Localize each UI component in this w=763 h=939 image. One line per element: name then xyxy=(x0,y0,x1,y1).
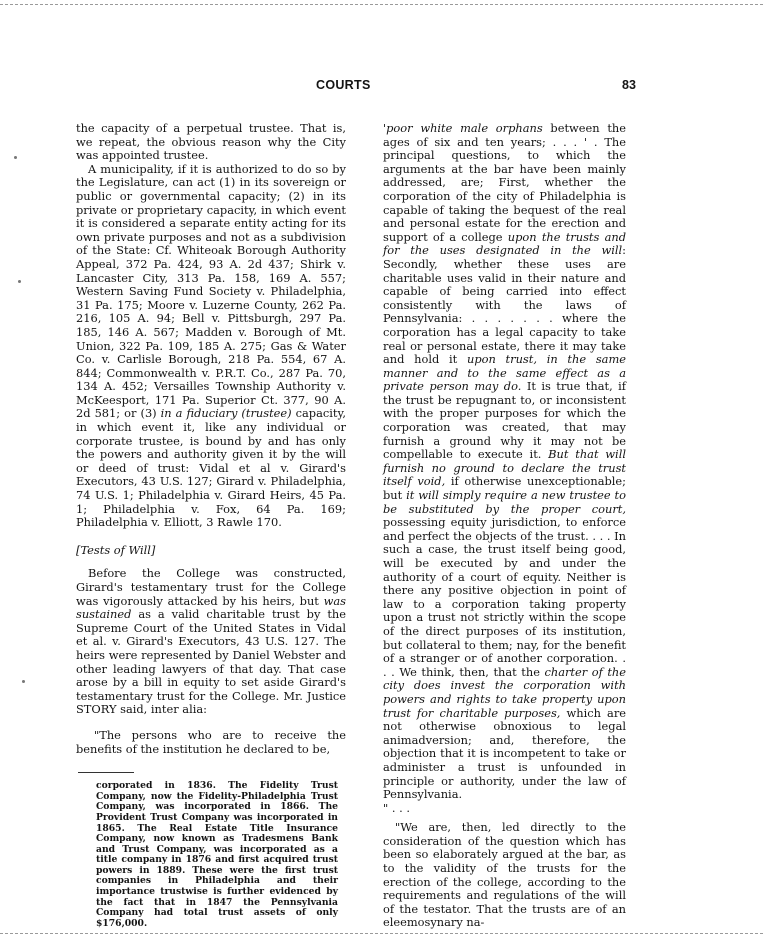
italic-phrase: it will simply require a new trustee to be substituted by the proper court, xyxy=(383,488,626,516)
quote-continuation xyxy=(383,122,626,802)
paragraph-text: between the ages of six and ten years; . . . ' . The principal questions, to which the arguments at the bar have been mainly addressed, are; First, whether the corporation of the city of Philadelphia is capable of taking the bequest of the real and personal estate for the erection and support of a college xyxy=(383,121,626,244)
paragraph-text: possessing equity jurisdiction, to enforce and perfect the objects of the trust. . . . In such a case, the trust itself being good, will be executed by and under the authority of a court of equity. Neither is there any positive objection in point of law to a corporation taking property upon a trust not strictly within the scope of the direct purposes of its institution, but collateral to them; nay, for the benefit of a stranger or of another corporation. . . . We think, then, that the xyxy=(383,515,626,679)
italic-phrase: upon the trusts and for the uses designated in the will xyxy=(383,229,626,258)
paragraph-text: A municipality, if it is authorized to do so by the Legislature, can act (1) in its sovereign or public or governmental capacity; (2) in its private or proprietary capacity, in which event it is considered a separate entity acting for its own private purposes and not as a subdivision of the State: Cf. Whiteoak Borough Authority Appeal, 372 Pa. 424, 93 A. 2d 437; Shirk v. Lancaster City, 313 Pa. 158, 169 A. 557; Western Saving Fund Society v. Philadelphia, 31 Pa. 175; Moore v. Luzerne County, 262 Pa. 216, 105 A. 94; Bell v. Pittsburgh, 297 Pa. 185, 146 A. 567; Madden v. Borough of Mt. Union, 322 Pa. 109, 185 A. 275; Gas & Water Co. v. Carlisle Borough, 218 Pa. 554, 67 A. 844; Commonwealth v. P.R.T. Co., 287 Pa. 70, 134 A. 452; Versailles Township Authority v. McKeesport, 171 Pa. Superior Ct. 377, 90 A. 2d 581; or (3) xyxy=(76,161,346,421)
paragraph-text: which are not otherwise obnoxious to legal animadversion; and, therefore, the objection that it is incompetent to take or administer a trust is unfounded in principle or authority, under the law of Pennsylvania. xyxy=(383,705,627,802)
paragraph-text: capacity, in which event it, like any individual or corporate trustee, is bound by and has only the powers and authority given it by the will or deed of trust: Vidal et al v. Girard's Executors, 43 U.S. 127; Girard v. Philadelphia, 74 U.S. 1; Philadelphia v. Girard Heirs, 45 Pa. 1; Philadelphia v. Fox, 64 Pa. 169; Philadelphia v. Elliott, 3 Rawle 170. xyxy=(76,406,346,530)
paragraph-text: It is true that, if the trust be repugnant to, or inconsistent with the proper purposes for which the corporation was created, that may furnish a ground why it may not be compellable to execute it. xyxy=(383,379,627,462)
footnote: corporated in 1836. The Fidelity Trust Company, now the Fidelity-Philadelphia Trust Company, was incorporated in 1866. The Provident Trust Company was incorporated in 1865. The Real Estate Title Insurance Company, now known as Tradesmens Bank and Trust Company, was incorporated as a title company in 1876 and first acquired trust powers in 1889. These were the first trust companies in Philadelphia and their importance trustwise is further evidenced by the fact that in 1847 the Pennsylvania Company had total trust assets of only $176,000. xyxy=(96,780,338,929)
footnote-rule xyxy=(78,772,134,773)
scan-speck xyxy=(22,680,25,683)
ellipsis-line: " . . . xyxy=(383,800,410,815)
italic-phrase: charter of the city does invest the corporation with powers and rights to take property upon trust for charitable purposes, xyxy=(383,664,626,720)
paragraph-college xyxy=(76,567,346,717)
paragraph-continuation: the capacity of a perpetual trustee. That is, we repeat, the obvious reason why the City was appointed trustee. xyxy=(76,121,346,163)
running-head: COURTS xyxy=(316,78,371,92)
italic-phrase: was sustained xyxy=(76,593,346,622)
section-heading: [Tests of Will] xyxy=(76,542,156,557)
italic-phrase: But that will furnish no ground to declare the trust itself void, xyxy=(383,447,626,489)
paragraph-quote-continued: "We are, then, led directly to the consideration of the question which has been so elaborately argued at the bar, as to the validity of the trusts for the erection of the college, according to the requirements and regulations of the will of the testator. That the trusts are of an eleemosynary na- xyxy=(383,820,626,930)
block-quote: "The persons who are to receive the benefits of the institution he declared to be, xyxy=(76,727,346,756)
scan-speck xyxy=(14,156,17,159)
paragraph-text: : Secondly, whether these uses are charitable uses valid in their nature and capable of being carried into effect consistently with the laws of Pennsylvania: . . . . . . . where the corporation has a legal capacity to take real or personal estate, there it may take and hold it xyxy=(383,243,626,367)
paragraph-municipality xyxy=(76,163,346,530)
left-column xyxy=(76,122,346,929)
italic-phrase: in a fiduciary (trustee) xyxy=(160,406,292,421)
bottom-perforation-line xyxy=(0,933,763,934)
page-number: 83 xyxy=(622,78,636,92)
paragraph-text: as a valid charitable trust by the Supreme Court of the United States in Vidal et al. v. Girard's Executors, 43 U.S. 127. The heirs were represented by Daniel Webster and other leading lawyers of that day. That case arose by a bill in equity to set aside Girard's testamentary trust for the College. Mr. Justice STORY said, inter alia: xyxy=(76,607,346,717)
top-perforation-line xyxy=(0,4,763,5)
paragraph-text: if otherwise unexceptionable; but xyxy=(383,474,627,503)
italic-phrase: 'poor white male orphans xyxy=(383,121,543,135)
italic-phrase: upon trust, in the same manner and to the same effect as a private person may do. xyxy=(383,352,626,394)
paragraph-text: Before the College was constructed, Girard's testamentary trust for the College was vigorously attacked by his heirs, but xyxy=(76,566,346,608)
scan-speck xyxy=(18,280,21,283)
right-column xyxy=(383,122,626,930)
